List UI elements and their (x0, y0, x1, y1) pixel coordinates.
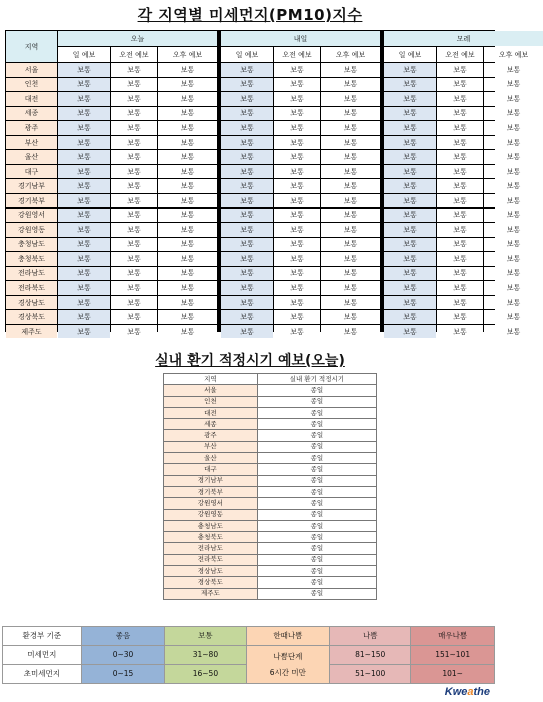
forecast-value-cell: 보통 (58, 150, 110, 164)
forecast-value-cell: 보통 (58, 194, 110, 208)
forecast-value-cell: 보통 (58, 63, 110, 77)
forecast-value-cell: 보통 (58, 223, 110, 237)
forecast-value-cell: 보통 (321, 78, 380, 92)
column-header-1-2: 오후 예보 (321, 47, 380, 62)
ventilation-time: 종일 (257, 396, 376, 407)
ventilation-region: 충청남도 (164, 520, 258, 531)
ventilation-time: 종일 (257, 419, 376, 430)
ventilation-row (164, 396, 377, 407)
ventilation-time: 종일 (257, 509, 376, 520)
ventilation-region: 충청북도 (164, 532, 258, 543)
column-header-2-2: 오후 예보 (484, 47, 543, 62)
level-normal: 보통 (165, 627, 246, 646)
ventilation-region: 경상북도 (164, 577, 258, 588)
region-column-header: 지역 (6, 31, 57, 62)
ventilation-time: 종일 (257, 407, 376, 418)
forecast-value-cell: 보통 (484, 267, 543, 281)
region-name: 서울 (6, 63, 57, 77)
forecast-value-cell: 보통 (111, 150, 157, 164)
forecast-value-cell: 보통 (111, 223, 157, 237)
forecast-value-cell: 보통 (384, 107, 436, 121)
pm25-label: 초미세먼지 (3, 665, 82, 684)
forecast-value-cell: 보통 (274, 165, 320, 179)
ventilation-header-row (164, 374, 377, 385)
forecast-value-cell: 보통 (274, 63, 320, 77)
ventilation-row (164, 498, 377, 509)
forecast-value-cell: 보통 (111, 325, 157, 339)
forecast-value-cell: 보통 (384, 165, 436, 179)
forecast-value-cell: 보통 (321, 325, 380, 339)
forecast-value-cell: 보통 (321, 150, 380, 164)
forecast-value-cell: 보통 (58, 296, 110, 310)
region-name: 대구 (6, 165, 57, 179)
forecast-value-cell: 보통 (437, 223, 483, 237)
forecast-value-cell: 보통 (437, 107, 483, 121)
forecast-value-cell: 보통 (158, 325, 217, 339)
column-header-2-0: 일 예보 (384, 47, 436, 62)
ventilation-region: 인천 (164, 396, 258, 407)
forecast-value-cell: 보통 (221, 194, 273, 208)
pm10-title: 각 지역별 미세먼지(PM10)지수 (137, 6, 363, 24)
pm25-good-range: 0~15 (81, 665, 165, 684)
region-name: 경기북부 (6, 194, 57, 208)
region-name: 경기남부 (6, 179, 57, 193)
column-header-1-0: 일 예보 (221, 47, 273, 62)
forecast-value-cell: 보통 (221, 136, 273, 150)
ventilation-row (164, 509, 377, 520)
forecast-value-cell: 보통 (221, 296, 273, 310)
forecast-value-cell: 보통 (158, 107, 217, 121)
forecast-value-cell: 보통 (221, 223, 273, 237)
forecast-value-cell: 보통 (484, 121, 543, 135)
forecast-value-cell: 보통 (221, 252, 273, 266)
forecast-value-cell: 보통 (274, 136, 320, 150)
ventilation-row (164, 554, 377, 565)
forecast-value-cell: 보통 (321, 281, 380, 295)
forecast-value-cell: 보통 (384, 310, 436, 324)
forecast-value-cell: 보통 (484, 107, 543, 121)
forecast-value-cell: 보통 (384, 281, 436, 295)
ventilation-time: 종일 (257, 441, 376, 452)
forecast-value-cell: 보통 (484, 296, 543, 310)
forecast-value-cell: 보통 (111, 281, 157, 295)
ventilation-header-region: 지역 (164, 374, 258, 385)
forecast-value-cell: 보통 (158, 92, 217, 106)
ventilation-row (164, 453, 377, 464)
forecast-value-cell: 보통 (274, 107, 320, 121)
forecast-value-cell: 보통 (384, 63, 436, 77)
pm25-normal-range: 16~50 (165, 665, 246, 684)
forecast-value-cell: 보통 (58, 252, 110, 266)
column-header-0-2: 오후 예보 (158, 47, 217, 62)
forecast-value-cell: 보통 (321, 223, 380, 237)
forecast-value-cell: 보통 (58, 209, 110, 223)
ventilation-region: 강원영동 (164, 509, 258, 520)
forecast-value-cell: 보통 (111, 136, 157, 150)
forecast-value-cell: 보통 (111, 238, 157, 252)
forecast-value-cell: 보통 (437, 179, 483, 193)
forecast-value-cell: 보통 (274, 150, 320, 164)
forecast-value-cell: 보통 (111, 78, 157, 92)
region-name: 전라북도 (6, 281, 57, 295)
forecast-value-cell: 보통 (437, 92, 483, 106)
region-name: 전라남도 (6, 267, 57, 281)
ventilation-region: 대구 (164, 464, 258, 475)
forecast-value-cell: 보통 (484, 281, 543, 295)
forecast-value-cell: 보통 (158, 310, 217, 324)
forecast-value-cell: 보통 (158, 223, 217, 237)
ventilation-region: 광주 (164, 430, 258, 441)
ventilation-row (164, 430, 377, 441)
forecast-value-cell: 보통 (274, 296, 320, 310)
caution-line-1: 나쁨단계 (273, 651, 303, 661)
forecast-value-cell: 보통 (484, 63, 543, 77)
forecast-value-cell: 보통 (111, 194, 157, 208)
pm10-very-bad-range: 151~101 (411, 646, 495, 665)
forecast-value-cell: 보통 (321, 121, 380, 135)
forecast-value-cell: 보통 (221, 310, 273, 324)
pm10-bad-range: 81~150 (330, 646, 411, 665)
ventilation-table (163, 373, 377, 600)
forecast-value-cell: 보통 (321, 209, 380, 223)
ventilation-region: 제주도 (164, 588, 258, 599)
forecast-value-cell: 보통 (384, 267, 436, 281)
forecast-value-cell: 보통 (384, 150, 436, 164)
ventilation-row (164, 532, 377, 543)
forecast-value-cell: 보통 (111, 209, 157, 223)
caution-description (246, 646, 330, 684)
forecast-value-cell: 보통 (221, 63, 273, 77)
column-header-2-1: 오전 예보 (437, 47, 483, 62)
legend-header-row (3, 627, 495, 646)
forecast-value-cell: 보통 (484, 136, 543, 150)
level-caution: 한때나쁨 (246, 627, 330, 646)
forecast-value-cell: 보통 (58, 179, 110, 193)
ventilation-region: 전라남도 (164, 543, 258, 554)
forecast-value-cell: 보통 (274, 121, 320, 135)
forecast-value-cell: 보통 (111, 310, 157, 324)
ventilation-row (164, 588, 377, 599)
forecast-value-cell: 보통 (437, 325, 483, 339)
pm10-label: 미세먼지 (3, 646, 82, 665)
forecast-value-cell: 보통 (111, 121, 157, 135)
region-name: 경상북도 (6, 310, 57, 324)
ventilation-time: 종일 (257, 475, 376, 486)
forecast-value-cell: 보통 (58, 78, 110, 92)
forecast-value-cell: 보통 (321, 194, 380, 208)
forecast-value-cell: 보통 (221, 150, 273, 164)
forecast-value-cell: 보통 (158, 165, 217, 179)
forecast-value-cell: 보통 (158, 150, 217, 164)
ventilation-time: 종일 (257, 498, 376, 509)
region-name: 광주 (6, 121, 57, 135)
logo-text-prefix: Kwe (444, 686, 468, 698)
forecast-value-cell: 보통 (437, 209, 483, 223)
forecast-value-cell: 보통 (384, 78, 436, 92)
forecast-value-cell: 보통 (158, 136, 217, 150)
ventilation-time: 종일 (257, 486, 376, 497)
ventilation-row (164, 566, 377, 577)
ventilation-header-time: 실내 환기 적정시기 (257, 374, 376, 385)
pm25-very-bad-range: 101~ (411, 665, 495, 684)
forecast-value-cell: 보통 (384, 121, 436, 135)
forecast-value-cell: 보통 (158, 179, 217, 193)
logo-text-suffix: the (473, 686, 490, 698)
forecast-value-cell: 보통 (221, 238, 273, 252)
forecast-value-cell: 보통 (221, 325, 273, 339)
forecast-value-cell: 보통 (274, 209, 320, 223)
ventilation-region: 전라북도 (164, 554, 258, 565)
forecast-value-cell: 보통 (58, 238, 110, 252)
ventilation-row (164, 419, 377, 430)
logo-text-accent: a (467, 686, 474, 698)
forecast-value-cell: 보통 (274, 281, 320, 295)
level-good: 좋음 (81, 627, 165, 646)
forecast-value-cell: 보통 (321, 252, 380, 266)
forecast-value-cell: 보통 (484, 310, 543, 324)
forecast-value-cell: 보통 (58, 121, 110, 135)
forecast-value-cell: 보통 (274, 92, 320, 106)
forecast-value-cell: 보통 (321, 296, 380, 310)
forecast-value-cell: 보통 (321, 92, 380, 106)
forecast-value-cell: 보통 (384, 252, 436, 266)
forecast-value-cell: 보통 (111, 179, 157, 193)
forecast-value-cell: 보통 (484, 238, 543, 252)
forecast-value-cell: 보통 (437, 281, 483, 295)
region-name: 강원영서 (6, 209, 57, 223)
region-name: 대전 (6, 92, 57, 106)
forecast-value-cell: 보통 (437, 165, 483, 179)
region-name: 충청북도 (6, 252, 57, 266)
forecast-value-cell: 보통 (58, 310, 110, 324)
forecast-value-cell: 보통 (221, 78, 273, 92)
level-very-bad: 매우나쁨 (411, 627, 495, 646)
forecast-value-cell: 보통 (484, 92, 543, 106)
ventilation-region: 세종 (164, 419, 258, 430)
forecast-value-cell: 보통 (58, 281, 110, 295)
day-header-2: 모레 (384, 31, 543, 46)
forecast-value-cell: 보통 (484, 209, 543, 223)
region-name: 제주도 (6, 325, 57, 339)
forecast-value-cell: 보통 (58, 165, 110, 179)
forecast-value-cell: 보통 (384, 209, 436, 223)
ventilation-region: 경기북부 (164, 486, 258, 497)
forecast-value-cell: 보통 (321, 136, 380, 150)
forecast-value-cell: 보통 (111, 107, 157, 121)
forecast-value-cell: 보통 (274, 194, 320, 208)
forecast-value-cell: 보통 (384, 238, 436, 252)
column-header-0-0: 일 예보 (58, 47, 110, 62)
forecast-value-cell: 보통 (158, 194, 217, 208)
forecast-value-cell: 보통 (321, 63, 380, 77)
forecast-value-cell: 보통 (321, 107, 380, 121)
forecast-value-cell: 보통 (484, 179, 543, 193)
forecast-value-cell: 보통 (437, 150, 483, 164)
forecast-value-cell: 보통 (274, 238, 320, 252)
forecast-value-cell: 보통 (321, 310, 380, 324)
region-name: 강원영동 (6, 223, 57, 237)
ventilation-title: 실내 환기 적정시기 예보(오늘) (155, 353, 345, 369)
ventilation-time: 종일 (257, 532, 376, 543)
forecast-value-cell: 보통 (274, 252, 320, 266)
forecast-value-cell: 보통 (437, 78, 483, 92)
ventilation-region: 부산 (164, 441, 258, 452)
pm10-forecast-table (5, 30, 529, 336)
forecast-value-cell: 보통 (384, 136, 436, 150)
forecast-value-cell: 보통 (437, 136, 483, 150)
criteria-label: 환경부 기준 (3, 627, 82, 646)
region-name: 세종 (6, 107, 57, 121)
ventilation-time: 종일 (257, 464, 376, 475)
forecast-value-cell: 보통 (437, 252, 483, 266)
region-name: 경상남도 (6, 296, 57, 310)
criteria-legend-table (2, 626, 495, 684)
ventilation-region: 강원영서 (164, 498, 258, 509)
pm10-normal-range: 31~80 (165, 646, 246, 665)
forecast-value-cell: 보통 (321, 267, 380, 281)
ventilation-time: 종일 (257, 520, 376, 531)
forecast-value-cell: 보통 (437, 267, 483, 281)
legend-pm10-row (3, 646, 495, 665)
forecast-value-cell: 보통 (274, 179, 320, 193)
ventilation-row (164, 577, 377, 588)
forecast-value-cell: 보통 (111, 267, 157, 281)
forecast-value-cell: 보통 (158, 78, 217, 92)
ventilation-region: 경기남부 (164, 475, 258, 486)
forecast-value-cell: 보통 (221, 281, 273, 295)
region-name: 충청남도 (6, 238, 57, 252)
forecast-value-cell: 보통 (111, 296, 157, 310)
ventilation-row (164, 407, 377, 418)
day-header-1: 내일 (221, 31, 380, 46)
ventilation-row (164, 475, 377, 486)
ventilation-row (164, 441, 377, 452)
forecast-value-cell: 보통 (321, 238, 380, 252)
forecast-value-cell: 보통 (58, 92, 110, 106)
forecast-value-cell: 보통 (484, 223, 543, 237)
forecast-value-cell: 보통 (484, 325, 543, 339)
region-name: 부산 (6, 136, 57, 150)
forecast-value-cell: 보통 (274, 310, 320, 324)
ventilation-time: 종일 (257, 430, 376, 441)
ventilation-time: 종일 (257, 554, 376, 565)
forecast-value-cell: 보통 (111, 63, 157, 77)
forecast-value-cell: 보통 (321, 179, 380, 193)
forecast-value-cell: 보통 (437, 63, 483, 77)
forecast-value-cell: 보통 (158, 209, 217, 223)
column-header-0-1: 오전 예보 (111, 47, 157, 62)
caution-line-2: 6시간 미만 (269, 667, 306, 677)
forecast-value-cell: 보통 (484, 150, 543, 164)
forecast-value-cell: 보통 (437, 194, 483, 208)
forecast-value-cell: 보통 (221, 209, 273, 223)
pm25-bad-range: 51~100 (330, 665, 411, 684)
forecast-value-cell: 보통 (111, 165, 157, 179)
ventilation-region: 대전 (164, 407, 258, 418)
forecast-value-cell: 보통 (58, 136, 110, 150)
forecast-value-cell: 보통 (221, 92, 273, 106)
region-name: 울산 (6, 150, 57, 164)
forecast-value-cell: 보통 (111, 252, 157, 266)
forecast-value-cell: 보통 (158, 296, 217, 310)
forecast-value-cell: 보통 (221, 165, 273, 179)
forecast-value-cell: 보통 (437, 121, 483, 135)
forecast-value-cell: 보통 (484, 78, 543, 92)
ventilation-row (164, 543, 377, 554)
forecast-value-cell: 보통 (321, 165, 380, 179)
forecast-value-cell: 보통 (437, 238, 483, 252)
ventilation-time: 종일 (257, 577, 376, 588)
ventilation-region: 울산 (164, 453, 258, 464)
forecast-value-cell: 보통 (158, 238, 217, 252)
forecast-value-cell: 보통 (484, 165, 543, 179)
forecast-value-cell: 보통 (58, 107, 110, 121)
forecast-value-cell: 보통 (437, 310, 483, 324)
forecast-value-cell: 보통 (58, 267, 110, 281)
forecast-value-cell: 보통 (384, 325, 436, 339)
pm10-good-range: 0~30 (81, 646, 165, 665)
ventilation-row (164, 520, 377, 531)
ventilation-region: 서울 (164, 385, 258, 396)
forecast-value-cell: 보통 (158, 63, 217, 77)
forecast-value-cell: 보통 (58, 325, 110, 339)
forecast-value-cell: 보통 (111, 92, 157, 106)
forecast-value-cell: 보통 (158, 281, 217, 295)
ventilation-time: 종일 (257, 453, 376, 464)
forecast-value-cell: 보통 (384, 92, 436, 106)
forecast-value-cell: 보통 (484, 194, 543, 208)
forecast-value-cell: 보통 (158, 252, 217, 266)
ventilation-row (164, 385, 377, 396)
forecast-value-cell: 보통 (274, 267, 320, 281)
forecast-value-cell: 보통 (484, 252, 543, 266)
level-bad: 나쁨 (330, 627, 411, 646)
ventilation-time: 종일 (257, 566, 376, 577)
region-name: 인천 (6, 78, 57, 92)
forecast-value-cell: 보통 (221, 107, 273, 121)
ventilation-time: 종일 (257, 588, 376, 599)
forecast-value-cell: 보통 (384, 296, 436, 310)
forecast-value-cell: 보통 (274, 223, 320, 237)
ventilation-time: 종일 (257, 543, 376, 554)
ventilation-row (164, 464, 377, 475)
forecast-value-cell: 보통 (384, 179, 436, 193)
column-header-1-1: 오전 예보 (274, 47, 320, 62)
forecast-value-cell: 보통 (158, 267, 217, 281)
forecast-value-cell: 보통 (221, 267, 273, 281)
forecast-value-cell: 보통 (384, 194, 436, 208)
kweather-logo (445, 686, 490, 698)
forecast-value-cell: 보통 (437, 296, 483, 310)
ventilation-time: 종일 (257, 385, 376, 396)
forecast-value-cell: 보통 (158, 121, 217, 135)
forecast-value-cell: 보통 (384, 223, 436, 237)
forecast-value-cell: 보통 (221, 121, 273, 135)
ventilation-region: 경상남도 (164, 566, 258, 577)
ventilation-row (164, 486, 377, 497)
forecast-value-cell: 보통 (274, 325, 320, 339)
forecast-value-cell: 보통 (274, 78, 320, 92)
forecast-value-cell: 보통 (221, 179, 273, 193)
day-header-0: 오늘 (58, 31, 217, 46)
